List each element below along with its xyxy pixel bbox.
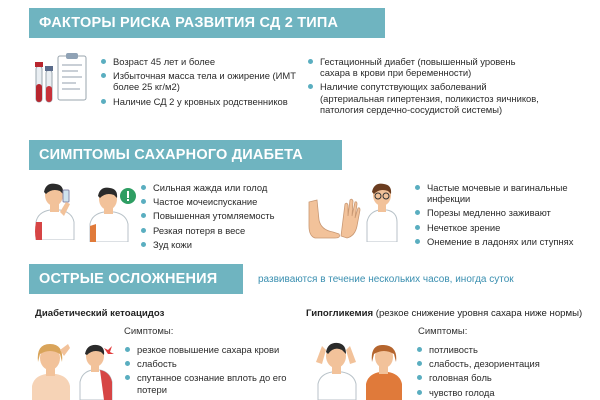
ketoacidosis-symptoms-label: Симптомы:	[124, 326, 174, 337]
ketoacidosis-symptoms-list	[124, 344, 304, 398]
symptoms-title: СИМПТОМЫ САХАРНОГО ДИАБЕТА	[39, 147, 303, 163]
acute-complications-banner	[29, 264, 243, 294]
list-item: Гестационный диабет (повышенный уровень сахара в крови при беременности)	[307, 56, 547, 78]
list-item: резкое повышение сахара крови	[124, 344, 304, 355]
hypoglycemia-symptoms-list	[416, 344, 596, 400]
list-item: Нечеткое зрение	[414, 222, 594, 233]
list-item: слабость, дезориентация	[416, 358, 596, 369]
hypoglycemia-title: Гипогликемия	[306, 308, 374, 319]
list-item: головная боль	[416, 372, 596, 383]
list-item: потливость	[416, 344, 596, 355]
worried-person-illustration	[86, 186, 138, 242]
list-item: Наличие сопутствующих заболеваний (артериальная гипертензия, поликистоз яичников, патология сердечно-сосудистой системы)	[307, 81, 547, 115]
symptoms-banner	[29, 140, 342, 170]
man-pain-illustration	[78, 344, 114, 400]
foot-hand-illustration	[305, 196, 363, 242]
list-item: Избыточная масса тела и ожирение (ИМТ более 25 кг/м2)	[100, 70, 305, 92]
risk-factors-banner	[29, 8, 385, 38]
ketoacidosis-heading	[35, 308, 164, 319]
woman-headache-illustration	[30, 340, 76, 400]
list-item: спутанное сознание вплоть до его потери	[124, 372, 304, 394]
list-item: Резкая потеря в весе	[140, 225, 310, 236]
risk-factors-title: ФАКТОРЫ РИСКА РАЗВИТИЯ СД 2 ТИПА	[39, 15, 339, 31]
list-item: Зуд кожи	[140, 239, 310, 250]
symptoms-list-left	[140, 182, 310, 253]
risk-factors-list-left	[100, 56, 305, 110]
risk-factors-list-right	[307, 56, 547, 118]
list-item: Сильная жажда или голод	[140, 182, 310, 193]
lab-tests-illustration	[28, 52, 90, 108]
list-item: Частые мочевые и вагинальные инфекции	[414, 182, 594, 204]
acute-note: развиваются в течение нескольких часов, иногда суток	[258, 274, 514, 285]
man-with-glasses-illustration	[365, 182, 399, 242]
hypoglycemia-symptoms-label: Симптомы:	[418, 326, 468, 337]
drinking-person-illustration	[30, 182, 80, 240]
list-item: слабость	[124, 358, 304, 369]
list-item: Частое мочеиспускание	[140, 196, 310, 207]
list-item: Онемение в ладонях или ступнях	[414, 236, 594, 247]
list-item: Порезы медленно заживают	[414, 207, 594, 218]
list-item: Возраст 45 лет и более	[100, 56, 305, 67]
hypoglycemia-qualifier: (резкое снижение уровня сахара ниже нормы)	[373, 308, 583, 319]
man-hands-head-illustration	[314, 340, 360, 400]
hypoglycemia-heading	[306, 308, 582, 319]
list-item: Повышенная утомляемость	[140, 210, 310, 221]
list-item: Наличие СД 2 у кровных родственников	[100, 96, 305, 107]
ketoacidosis-title: Диабетический кетоацидоз	[35, 308, 165, 319]
symptoms-list-right	[414, 182, 594, 250]
woman-dizzy-illustration	[364, 344, 404, 400]
list-item: чувство голода	[416, 387, 596, 398]
acute-complications-title: ОСТРЫЕ ОСЛОЖНЕНИЯ	[39, 271, 218, 287]
